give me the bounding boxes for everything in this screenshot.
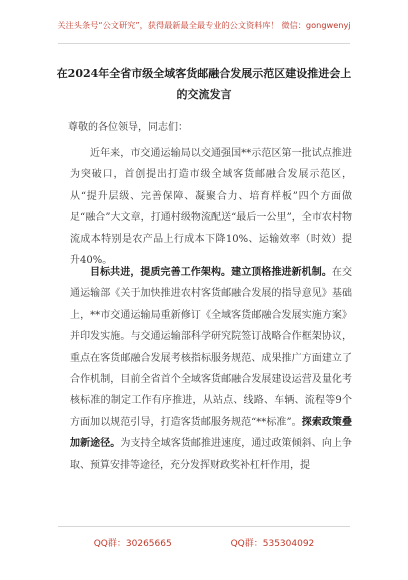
paragraph-2-text-continued: 为支持全域客货邮推进速度，通过政策倾斜、向上争取、预算安排等途径，充分发挥财政奖补杠杆作用，提 [70,438,353,471]
page-header-banner: 关注头条号“公文研究”，获得最新最全最专业的公文资料库！ 微信：gongwenyj [57,20,351,30]
header-divider [58,43,350,44]
footer-qq-group-1: QQ群：30265665 [93,539,172,549]
paragraph-1: 近年来，市交通运输局以交通强国**示范区第一批试点推进为突破口，首创提出打造市级全域客货邮融合发展示范区，从“提升层级、完善保障、凝聚合力、培育样板”四个方面做足“融合”大文章，打通村级物流配送“最后一公里”，全市农村物流成本特别是农产品上行成本下降10%、运输效率（时效）提升40%。 [70,148,352,267]
paragraph-2-text: 在交通运输部《关于加快推进农村客货邮融合发展的指导意见》基础上，**市交通运输局重新修订《全域客货邮融合发展实施方案》并印发实施。与交通运输部科学研究院签订战略合作框架协议，重点在客货邮融合发展考核指标服务规范、成果推广方面建立了合作机制，目前全省首个全域客货邮融合发展建设运营及量化考核标准的制定工作有序推进，从站点、线路、车辆、流程等9个方面加以规范引导，打造客货邮服务规范“**标准”。 [70,267,353,428]
paragraph-2-heading: 目标共进，提质完善工作架构。建立顶格推进新机制。 [90,267,332,278]
footer-qq-group-2: QQ群：535304092 [230,539,315,549]
document-salutation: 尊敬的各位领导，同志们： [68,122,188,133]
paragraph-2 [70,262,352,476]
footer-divider [58,526,350,527]
page-footer [0,536,408,549]
document-title: 在2024年全省市级全域客货邮融合发展示范区建设推进会上的交流发言 [56,67,352,101]
paragraph-2-subheading: 探索政策叠加新途径。 [70,416,352,450]
